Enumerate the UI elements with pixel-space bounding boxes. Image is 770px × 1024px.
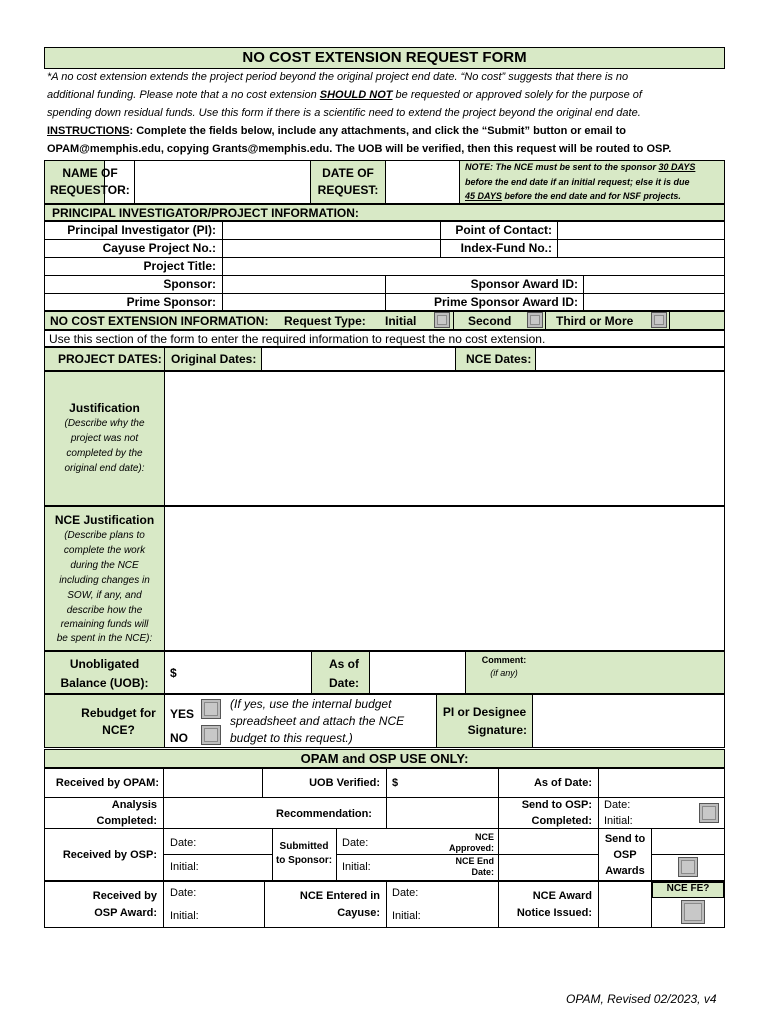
nce-fe-checkbox[interactable]: [681, 900, 705, 924]
as-of-date-label: As of Date:: [533, 777, 592, 789]
original-dates-input[interactable]: [262, 348, 455, 370]
submitted-date-label: Date:: [342, 837, 369, 849]
nce-just-desc-3: during the NCE: [70, 560, 139, 571]
rebudget-note-3: budget to this request.): [230, 731, 353, 745]
intro-line-1: *A no cost extension extends the project period beyond the original project end date. “No cost” suggests that there is no: [47, 71, 629, 83]
received-award-initial-label: Initial:: [170, 910, 199, 922]
as-of-label-2: Date:: [328, 676, 359, 690]
uob-dollar: $: [170, 666, 177, 680]
justification-desc-2: project was not: [70, 433, 139, 444]
nce-approved-input[interactable]: [499, 829, 598, 854]
nce-fe-label: NCE FE?: [666, 883, 710, 894]
submitted-initial-label: Initial:: [342, 861, 371, 873]
original-dates-label: Original Dates:: [171, 352, 257, 366]
nce-award-2: Notice Issued:: [516, 907, 592, 919]
nce-justification-textarea[interactable]: [165, 507, 724, 650]
received-award-2: OSP Award:: [94, 907, 157, 919]
initial-label: Initial: [385, 314, 417, 328]
second-checkbox[interactable]: [527, 312, 543, 328]
justification-desc-1: (Describe why the: [64, 418, 145, 429]
nce-just-desc-8: be spent in the NCE):: [56, 633, 153, 644]
sponsor-award-input[interactable]: [584, 276, 724, 292]
nce-just-desc-1: (Describe plans to: [64, 530, 145, 541]
sponsor-label: Sponsor:: [163, 277, 216, 291]
sponsor-input[interactable]: [223, 276, 384, 292]
second-label: Second: [468, 314, 512, 328]
as-of-date-input[interactable]: [370, 652, 465, 693]
justification-textarea[interactable]: [165, 372, 724, 505]
requestor-name-input[interactable]: [134, 161, 310, 203]
send-osp-awards-2: OSP: [613, 849, 637, 861]
send-osp-awards-checkbox[interactable]: [678, 857, 698, 877]
initial-checkbox[interactable]: [434, 312, 450, 328]
as-of-label-1: As of: [329, 657, 359, 671]
index-fund-label: Index-Fund No.:: [460, 241, 552, 255]
pi-signature-label-1: PI or Designee: [442, 705, 527, 719]
nce-entered-initial-label: Initial:: [392, 910, 421, 922]
pi-signature-label-2: Signature:: [467, 723, 527, 737]
justification-label: Justification: [69, 401, 140, 415]
nce-just-desc-5: SOW, if any, and: [67, 590, 142, 601]
intro-line-2: additional funding. Please note that a no cost extension SHOULD NOT be requested or approved solely for the purpose of: [47, 89, 642, 101]
nce-end-date-input[interactable]: [499, 855, 598, 880]
received-opam-input[interactable]: [164, 769, 262, 796]
send-osp-awards-3: Awards: [605, 865, 645, 877]
uob-verified-label: UOB Verified:: [309, 777, 380, 789]
index-fund-input[interactable]: [558, 240, 724, 256]
received-osp-date-label: Date:: [170, 837, 197, 849]
poc-input[interactable]: [558, 222, 724, 238]
prime-award-input[interactable]: [584, 294, 724, 310]
send-osp-label-1: Send to OSP:: [521, 799, 592, 811]
rebudget-label-cell: [45, 695, 164, 747]
recommendation-label: Recommendation:: [276, 808, 372, 820]
uob-label-2: Balance (UOB):: [60, 676, 149, 690]
nce-just-desc-6: describe how the: [66, 605, 143, 616]
nce-dates-input[interactable]: [536, 348, 724, 370]
name-of-label: NAME OF: [62, 166, 118, 180]
nce-just-desc-7: remaining funds will: [60, 619, 149, 630]
rebudget-label-2: NCE?: [102, 723, 135, 737]
nce-approved-1: NCE: [474, 832, 494, 842]
pi-section-title: PRINCIPAL INVESTIGATOR/PROJECT INFORMATION:: [52, 206, 359, 220]
rebudget-note-2: spreadsheet and attach the NCE: [230, 714, 405, 728]
nce-entered-date-label: Date:: [392, 887, 419, 899]
nce-justification-label: NCE Justification: [54, 513, 155, 527]
pi-signature-label-cell: [437, 695, 532, 747]
rebudget-no-checkbox[interactable]: [201, 725, 221, 745]
received-osp-initial-label: Initial:: [170, 861, 199, 873]
no-label: NO: [170, 731, 188, 745]
cayuse-label: Cayuse Project No.:: [102, 241, 216, 255]
nce-note-3: 45 DAYS before the end date and for NSF projects.: [465, 191, 681, 201]
form-title: NO COST EXTENSION REQUEST FORM: [242, 49, 527, 66]
nce-entered-2: Cayuse:: [337, 907, 380, 919]
nce-end-2: Date:: [471, 867, 494, 877]
analysis-label-2: Completed:: [96, 815, 157, 827]
nce-entered-1: NCE Entered in: [299, 890, 380, 902]
comment-label: Comment:: [481, 655, 527, 665]
project-title-label: Project Title:: [143, 259, 216, 273]
third-checkbox[interactable]: [651, 312, 667, 328]
footer-revision: OPAM, Revised 02/2023, v4: [566, 992, 717, 1006]
nce-note-1: NOTE: The NCE must be sent to the sponsor 30 DAYS: [465, 162, 696, 172]
justification-desc-3: completed by the: [66, 448, 143, 459]
send-osp-awards-1: Send to: [604, 833, 646, 845]
date-of-label: DATE OF: [322, 166, 374, 180]
prime-sponsor-label: Prime Sponsor:: [126, 295, 216, 309]
analysis-label-1: Analysis: [111, 799, 157, 811]
submitted-label-2: to Sponsor:: [275, 855, 333, 866]
comment-if-any: (if any): [490, 668, 518, 678]
uob-amount-input[interactable]: [180, 652, 310, 693]
nce-award-1: NCE Award: [532, 890, 592, 902]
requestor-label: REQUESTOR:: [50, 183, 130, 197]
send-osp-checkbox[interactable]: [699, 803, 719, 823]
cayuse-input[interactable]: [223, 240, 439, 256]
uob-verified-dollar: $: [392, 777, 399, 789]
instructions-line: INSTRUCTIONS: Complete the fields below, include any attachments, and click the “Submit” button or email to: [47, 125, 626, 137]
rebudget-note-1: (If yes, use the internal budget: [230, 697, 392, 711]
pi-label: Principal Investigator (PI):: [67, 223, 216, 237]
opam-osp-title: OPAM and OSP USE ONLY:: [300, 751, 469, 766]
request-label: REQUEST:: [317, 183, 379, 197]
third-label: Third or More: [556, 314, 634, 328]
nce-award-input[interactable]: [599, 882, 651, 927]
nce-instructions: Use this section of the form to enter the required information to request the no cost extension.: [49, 332, 546, 346]
justification-desc-4: original end date):: [64, 463, 145, 474]
nce-approved-2: Approved:: [449, 843, 494, 853]
analysis-input[interactable]: [164, 798, 262, 827]
intro-line-3: spending down residual funds. Use this form if there is a scientific need to extend the project beyond the original end date.: [47, 107, 641, 119]
request-type-label: Request Type:: [284, 314, 366, 328]
send-osp-date-label: Date:: [604, 799, 631, 811]
instructions-line-2: OPAM@memphis.edu, copying Grants@memphis.edu. The UOB will be verified, then this request will be routed to OSP.: [47, 143, 672, 155]
nce-note-2: before the end date if an initial request; else it is due: [465, 177, 690, 187]
received-opam-label: Received by OPAM:: [55, 777, 159, 789]
nce-section-title: NO COST EXTENSION INFORMATION:: [50, 314, 269, 328]
prime-award-label: Prime Sponsor Award ID:: [433, 295, 578, 309]
rebudget-yes-checkbox[interactable]: [201, 699, 221, 719]
received-osp-label: Received by OSP:: [62, 849, 157, 861]
nce-dates-label: NCE Dates:: [466, 352, 532, 366]
sponsor-award-label: Sponsor Award ID:: [470, 277, 578, 291]
nce-just-desc-4: including changes in: [59, 575, 150, 586]
project-dates-label: PROJECT DATES:: [58, 352, 162, 366]
prime-sponsor-input[interactable]: [223, 294, 384, 310]
recommendation-input[interactable]: [387, 798, 498, 827]
pi-input[interactable]: [223, 222, 439, 238]
request-date-input[interactable]: [386, 161, 459, 203]
send-osp-label-2: Completed:: [531, 815, 592, 827]
uob-label-1: Unobligated: [69, 657, 140, 671]
received-award-date-label: Date:: [170, 887, 197, 899]
rebudget-label-1: Rebudget for: [81, 706, 156, 720]
project-title-input[interactable]: [223, 258, 724, 274]
nce-just-desc-2: complete the work: [63, 545, 146, 556]
opam-as-of-date-input[interactable]: [599, 769, 724, 796]
yes-label: YES: [170, 707, 195, 721]
received-award-1: Received by: [92, 890, 157, 902]
pi-signature-input[interactable]: [533, 695, 724, 747]
uob-verified-input[interactable]: [402, 769, 498, 796]
send-osp-initial-label: Initial:: [604, 815, 633, 827]
nce-end-1: NCE End: [455, 856, 494, 866]
submitted-label-1: Submitted: [279, 841, 329, 852]
poc-label: Point of Contact:: [455, 223, 552, 237]
